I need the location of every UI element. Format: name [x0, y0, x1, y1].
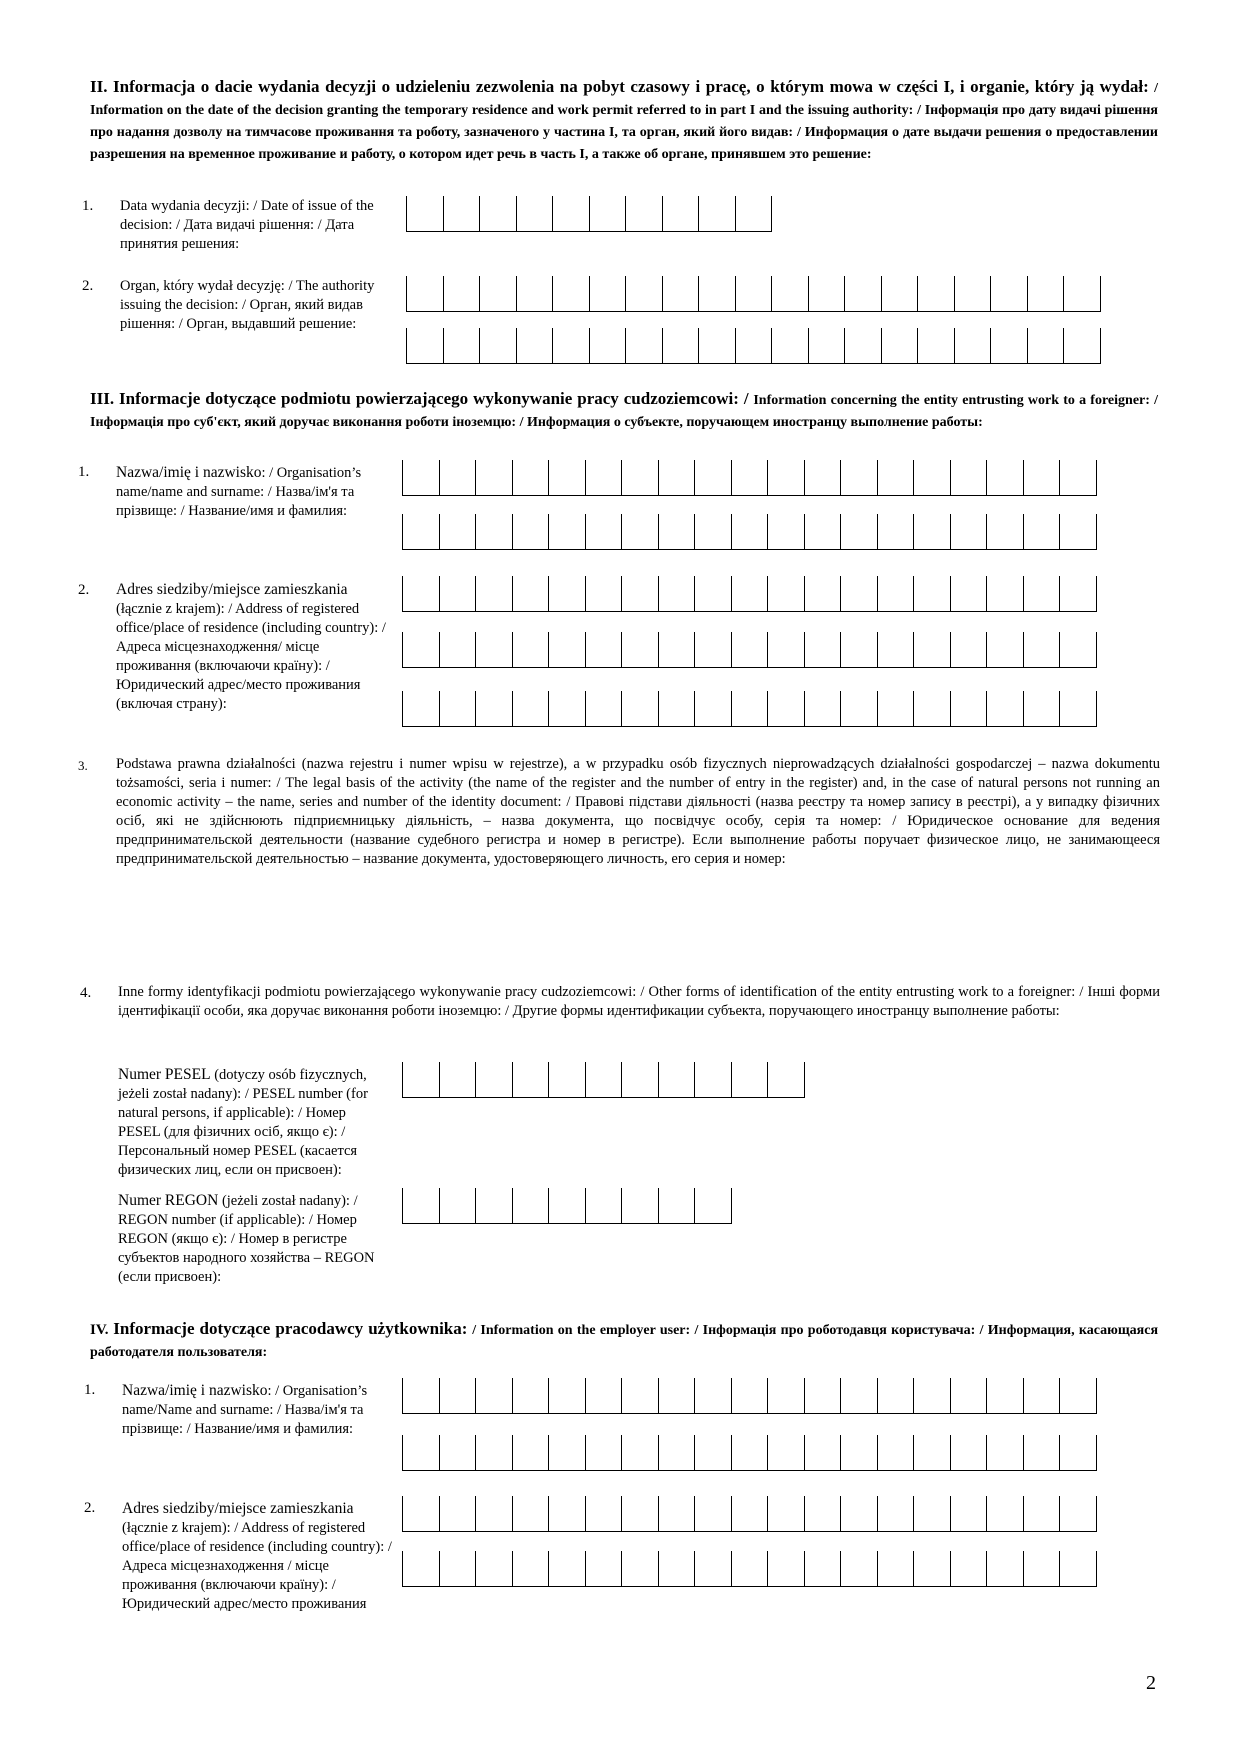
character-box[interactable] [1060, 1435, 1097, 1471]
entity-address-label-pl: Adres siedziby/miejsce zamieszkania [116, 581, 348, 598]
character-box[interactable] [699, 196, 736, 232]
character-box[interactable] [768, 576, 805, 612]
pesel-label-rest: (dotyczy osób fizycznych, jeżeli został nadany): / PESEL number (for natural persons, if applicable): / Номер PESEL (для фізичних осіб, якщо є): / Персональный номер PESEL (касается физических лиц, если он присвоен): [118, 1067, 368, 1178]
character-box[interactable] [517, 196, 554, 232]
entity-name-field-line-1[interactable] [402, 460, 1097, 496]
character-box[interactable] [440, 576, 477, 612]
character-box[interactable] [841, 691, 878, 727]
character-box[interactable] [403, 1062, 440, 1098]
character-box[interactable] [622, 691, 659, 727]
character-box[interactable] [809, 276, 846, 312]
character-box[interactable] [480, 276, 517, 312]
character-box[interactable] [768, 1062, 805, 1098]
regon-label [118, 1191, 390, 1287]
character-box[interactable] [476, 1551, 513, 1587]
character-box[interactable] [878, 514, 915, 550]
character-box[interactable] [732, 460, 769, 496]
item-number: 1. [84, 1382, 96, 1398]
character-box[interactable] [1024, 1551, 1061, 1587]
character-box[interactable] [407, 276, 444, 312]
character-box[interactable] [841, 1435, 878, 1471]
item-number: 2. [78, 582, 90, 598]
character-box[interactable] [951, 1435, 988, 1471]
character-box[interactable] [586, 1062, 623, 1098]
character-box[interactable] [659, 1188, 696, 1224]
character-box[interactable] [1024, 460, 1061, 496]
character-box[interactable] [659, 1062, 696, 1098]
entity-address-field-line-3[interactable] [402, 691, 1097, 727]
character-box[interactable] [1060, 576, 1097, 612]
character-box[interactable] [805, 691, 842, 727]
character-box[interactable] [841, 1551, 878, 1587]
character-box[interactable] [590, 276, 627, 312]
character-box[interactable] [845, 276, 882, 312]
character-box[interactable] [695, 632, 732, 668]
character-box[interactable] [1028, 276, 1065, 312]
character-box[interactable] [918, 328, 955, 364]
character-box[interactable] [878, 691, 915, 727]
character-box[interactable] [440, 1188, 477, 1224]
character-box[interactable] [626, 328, 663, 364]
character-box[interactable] [772, 328, 809, 364]
character-box[interactable] [732, 514, 769, 550]
character-box[interactable] [553, 328, 590, 364]
character-box[interactable] [914, 691, 951, 727]
character-box[interactable] [1064, 328, 1101, 364]
character-box[interactable] [732, 1378, 769, 1414]
character-box[interactable] [695, 1378, 732, 1414]
character-box[interactable] [914, 1435, 951, 1471]
character-box[interactable] [805, 1496, 842, 1532]
character-box[interactable] [590, 196, 627, 232]
character-box[interactable] [444, 196, 481, 232]
character-box[interactable] [1060, 1378, 1097, 1414]
character-box[interactable] [1024, 1378, 1061, 1414]
character-box[interactable] [476, 576, 513, 612]
character-box[interactable] [1060, 514, 1097, 550]
character-box[interactable] [805, 1435, 842, 1471]
character-box[interactable] [622, 576, 659, 612]
employer-user-address-label [122, 1499, 396, 1614]
character-box[interactable] [659, 691, 696, 727]
character-box[interactable] [736, 276, 773, 312]
character-box[interactable] [695, 1551, 732, 1587]
character-box[interactable] [622, 1496, 659, 1532]
character-box[interactable] [626, 276, 663, 312]
character-box[interactable] [549, 1551, 586, 1587]
character-box[interactable] [553, 276, 590, 312]
character-box[interactable] [914, 1551, 951, 1587]
character-box[interactable] [695, 514, 732, 550]
character-box[interactable] [841, 1496, 878, 1532]
character-box[interactable] [951, 1496, 988, 1532]
employer-user-name-label-rest: : / Organisation’s name/Name and surname: / Назва/ім'я та прізвище: / Название/имя и фамилия: [122, 1383, 368, 1437]
character-box[interactable] [878, 1551, 915, 1587]
character-box[interactable] [736, 328, 773, 364]
character-box[interactable] [878, 1378, 915, 1414]
character-box[interactable] [1064, 276, 1101, 312]
character-box[interactable] [1024, 1496, 1061, 1532]
character-box[interactable] [403, 576, 440, 612]
character-box[interactable] [914, 460, 951, 496]
character-box[interactable] [549, 691, 586, 727]
character-box[interactable] [768, 1496, 805, 1532]
character-box[interactable] [659, 1435, 696, 1471]
character-box[interactable] [987, 514, 1024, 550]
character-box[interactable] [732, 1551, 769, 1587]
character-box[interactable] [805, 514, 842, 550]
character-box[interactable] [622, 1435, 659, 1471]
character-box[interactable] [513, 1188, 550, 1224]
character-box[interactable] [695, 1496, 732, 1532]
character-box[interactable] [805, 632, 842, 668]
character-box[interactable] [732, 576, 769, 612]
character-box[interactable] [659, 1551, 696, 1587]
entity-name-field-line-2[interactable] [402, 514, 1097, 550]
character-box[interactable] [878, 576, 915, 612]
character-box[interactable] [1060, 632, 1097, 668]
character-box[interactable] [513, 691, 550, 727]
section-4-heading [90, 1318, 1158, 1363]
date-of-decision-field[interactable] [406, 196, 772, 232]
section-3-heading-translations: Information concerning the entity entrusting work to a foreigner: / Інформація про суб'єкт, який доручає виконання роботи іноземцю: / Информация о субъекте, поручающем иностранцу выполнение работы: [90, 393, 1158, 430]
character-box[interactable] [659, 1378, 696, 1414]
character-box[interactable] [517, 276, 554, 312]
character-box[interactable] [1024, 576, 1061, 612]
character-box[interactable] [951, 691, 988, 727]
character-box[interactable] [513, 632, 550, 668]
character-box[interactable] [695, 1062, 732, 1098]
character-box[interactable] [440, 460, 477, 496]
character-box[interactable] [987, 691, 1024, 727]
section-4-heading-pl: Informacje dotyczące pracodawcy użytkownika: [113, 1319, 468, 1338]
character-box[interactable] [586, 1188, 623, 1224]
pesel-label [118, 1065, 390, 1180]
character-box[interactable] [513, 1496, 550, 1532]
character-box[interactable] [440, 1378, 477, 1414]
character-box[interactable] [407, 328, 444, 364]
employer-user-address-field-line-1[interactable] [402, 1496, 1097, 1532]
character-box[interactable] [695, 576, 732, 612]
character-box[interactable] [768, 1378, 805, 1414]
character-box[interactable] [987, 1496, 1024, 1532]
character-box[interactable] [480, 196, 517, 232]
item-number: 2. [82, 278, 94, 294]
entity-name-label-pl: Nazwa/imię i nazwisko [116, 464, 262, 481]
character-box[interactable] [440, 1062, 477, 1098]
character-box[interactable] [1028, 328, 1065, 364]
character-box[interactable] [622, 1551, 659, 1587]
character-box[interactable] [914, 1496, 951, 1532]
character-box[interactable] [841, 576, 878, 612]
character-box[interactable] [549, 632, 586, 668]
character-box[interactable] [732, 632, 769, 668]
character-box[interactable] [513, 1551, 550, 1587]
character-box[interactable] [882, 276, 919, 312]
character-box[interactable] [440, 1496, 477, 1532]
character-box[interactable] [513, 1435, 550, 1471]
employer-user-address-field-line-2[interactable] [402, 1551, 1097, 1587]
character-box[interactable] [987, 1378, 1024, 1414]
pesel-number-field[interactable] [402, 1062, 805, 1098]
page-number: 2 [1146, 1672, 1156, 1694]
character-box[interactable] [476, 460, 513, 496]
character-box[interactable] [805, 1551, 842, 1587]
character-box[interactable] [586, 632, 623, 668]
character-box[interactable] [403, 514, 440, 550]
regon-label-rest: (jeżeli został nadany): / REGON number (if applicable): / Номер REGON (якщо є): / Номер в регистре субъектов народного хозяйства – REGON (если присвоен): [118, 1193, 375, 1285]
character-box[interactable] [444, 328, 481, 364]
section-2-heading [90, 76, 1158, 165]
entity-address-label [116, 580, 396, 714]
character-box[interactable] [586, 514, 623, 550]
character-box[interactable] [1024, 632, 1061, 668]
character-box[interactable] [476, 632, 513, 668]
character-box[interactable] [914, 1378, 951, 1414]
character-box[interactable] [659, 514, 696, 550]
character-box[interactable] [951, 576, 988, 612]
character-box[interactable] [476, 1188, 513, 1224]
character-box[interactable] [663, 276, 700, 312]
character-box[interactable] [622, 632, 659, 668]
character-box[interactable] [841, 460, 878, 496]
character-box[interactable] [878, 632, 915, 668]
character-box[interactable] [695, 1435, 732, 1471]
character-box[interactable] [805, 1378, 842, 1414]
character-box[interactable] [626, 196, 663, 232]
regon-number-field[interactable] [402, 1188, 732, 1224]
character-box[interactable] [549, 1435, 586, 1471]
character-box[interactable] [403, 1551, 440, 1587]
character-box[interactable] [440, 1435, 477, 1471]
character-box[interactable] [914, 514, 951, 550]
section-2-heading-pl: II. Informacja o dacie wydania decyzji o udzieleniu zezwolenia na pobyt czasowy i pracę, o którym mowa w części I, i organie, który ją wydał: [90, 77, 1149, 96]
character-box[interactable] [403, 1188, 440, 1224]
character-box[interactable] [440, 514, 477, 550]
character-box[interactable] [951, 514, 988, 550]
character-box[interactable] [663, 328, 700, 364]
character-box[interactable] [476, 1435, 513, 1471]
character-box[interactable] [768, 1551, 805, 1587]
character-box[interactable] [444, 276, 481, 312]
entity-address-field-line-1[interactable] [402, 576, 1097, 612]
character-box[interactable] [549, 460, 586, 496]
character-box[interactable] [732, 691, 769, 727]
character-box[interactable] [1060, 691, 1097, 727]
character-box[interactable] [951, 1378, 988, 1414]
legal-basis-text: Podstawa prawna działalności (nazwa rejestru i numer wpisu w rejestrze), a w przypadku osób fizycznych nieprowadzących działalności gospodarczej – nazwa dokumentu tożsamości, seria i numer: / The legal basis of the activity (the name of the register and the number of entry in the register) and, in the case of natural persons not running an economic activity – the name, series and number of the identity document: / Правові підстави діяльності (назва реєстру та номер запису в реєстрі), а у випадку фізичних осіб, які не здійснюють підприємницьку діяльність, – назва документа, що посвідчує особу, серія та номер: / Юридическое основание для ведения предпринимательской деятельности (название судебного регистра и номер в регистре). Если выполнение работы поручает физическое лицо, не занимающееся предпринимательской деятельностью – название документа, удостоверяющего личность, его серия и номер: [116, 756, 1160, 867]
employer-user-name-field-line-1[interactable] [402, 1378, 1097, 1414]
employer-user-address-label-pl: Adres siedziby/miejsce zamieszkania [122, 1500, 354, 1517]
character-box[interactable] [699, 276, 736, 312]
entity-name-label [116, 463, 396, 521]
character-box[interactable] [878, 460, 915, 496]
character-box[interactable] [1060, 1551, 1097, 1587]
issuing-authority-field-line-2[interactable] [406, 328, 1101, 364]
character-box[interactable] [841, 514, 878, 550]
pesel-label-pl: Numer PESEL [118, 1066, 211, 1083]
character-box[interactable] [440, 691, 477, 727]
character-box[interactable] [513, 576, 550, 612]
character-box[interactable] [440, 632, 477, 668]
character-box[interactable] [955, 328, 992, 364]
section-4-heading-translations: / Information on the employer user: / Інформація про роботодавця користувача: / Информация, касающаяся работодателя пользователя: [90, 1323, 1159, 1360]
character-box[interactable] [768, 460, 805, 496]
character-box[interactable] [476, 691, 513, 727]
employer-user-name-field-line-2[interactable] [402, 1435, 1097, 1471]
date-of-decision-label: Data wydania decyzji: / Date of issue of the decision: / Дата видачі рішення: / Дата принятия решения: [120, 198, 374, 252]
item-number: 3. [78, 758, 88, 773]
character-box[interactable] [695, 1188, 732, 1224]
character-box[interactable] [549, 1496, 586, 1532]
character-box[interactable] [586, 1378, 623, 1414]
character-box[interactable] [586, 1551, 623, 1587]
character-box[interactable] [403, 1435, 440, 1471]
character-box[interactable] [991, 328, 1028, 364]
item-number: 4. [80, 985, 92, 1001]
character-box[interactable] [987, 1435, 1024, 1471]
character-box[interactable] [403, 632, 440, 668]
character-box[interactable] [659, 1496, 696, 1532]
character-box[interactable] [805, 576, 842, 612]
character-box[interactable] [732, 1062, 769, 1098]
character-box[interactable] [805, 460, 842, 496]
character-box[interactable] [987, 1551, 1024, 1587]
regon-label-pl: Numer REGON [118, 1192, 219, 1209]
character-box[interactable] [736, 196, 773, 232]
section-3-heading [90, 388, 1158, 433]
section-2-heading-translations: / Information on the date of the decision granting the temporary residence and work permit referred to in part I and the issuing authority: / Інформація про дату видачі рішення про надання дозволу на тимчасове проживання та роботу, зазначеного у частина I, та орган, який його видав: / Информация о дате выдачи решения о предоставлении разрешения на временное проживание и работу, о котором идет речь в часть I, а также об органе, принявшем это решение: [90, 81, 1159, 162]
character-box[interactable] [663, 196, 700, 232]
character-box[interactable] [549, 1062, 586, 1098]
character-box[interactable] [549, 514, 586, 550]
character-box[interactable] [1024, 1435, 1061, 1471]
character-box[interactable] [440, 1551, 477, 1587]
character-box[interactable] [549, 576, 586, 612]
character-box[interactable] [549, 1378, 586, 1414]
character-box[interactable] [914, 632, 951, 668]
character-box[interactable] [951, 1551, 988, 1587]
character-box[interactable] [403, 1496, 440, 1532]
character-box[interactable] [407, 196, 444, 232]
character-box[interactable] [878, 1496, 915, 1532]
character-box[interactable] [476, 514, 513, 550]
character-box[interactable] [695, 691, 732, 727]
character-box[interactable] [513, 1062, 550, 1098]
character-box[interactable] [586, 691, 623, 727]
issuing-authority-field-line-1[interactable] [406, 276, 1101, 312]
character-box[interactable] [841, 1378, 878, 1414]
character-box[interactable] [659, 632, 696, 668]
issuing-authority-label: Organ, który wydał decyzję: / The authority issuing the decision: / Орган, який видав рішення: / Орган, выдавший решение: [120, 278, 375, 332]
character-box[interactable] [586, 1435, 623, 1471]
entity-name-label-rest: : / Organisation’s name/name and surname: / Назва/ім'я та прізвище: / Название/имя и фамилия: [116, 465, 362, 519]
character-box[interactable] [882, 328, 919, 364]
character-box[interactable] [590, 328, 627, 364]
character-box[interactable] [768, 691, 805, 727]
character-box[interactable] [768, 514, 805, 550]
character-box[interactable] [768, 632, 805, 668]
employer-user-address-label-rest: (łącznie z krajem): / Address of registered office/place of residence (including country): / Адреса місцезнаходження / місце проживання (включаючи країну): / Юридический адрес/место проживания [122, 1520, 392, 1612]
character-box[interactable] [918, 276, 955, 312]
character-box[interactable] [476, 1378, 513, 1414]
other-identification-text: Inne formy identyfikacji podmiotu powierzającego wykonywanie pracy cudzoziemcowi: / Other forms of identification of the entity entrusting work to a foreigner: / Інші форми ідентифікації особи, яка доручає виконання роботи іноземцю: / Другие формы идентификации субъекта, поручающего иностранцу выполнение работы: [118, 984, 1160, 1019]
character-box[interactable] [586, 1496, 623, 1532]
character-box[interactable] [622, 460, 659, 496]
character-box[interactable] [622, 1188, 659, 1224]
character-box[interactable] [476, 1496, 513, 1532]
character-box[interactable] [987, 460, 1024, 496]
character-box[interactable] [772, 276, 809, 312]
character-box[interactable] [951, 460, 988, 496]
character-box[interactable] [987, 576, 1024, 612]
character-box[interactable] [695, 460, 732, 496]
character-box[interactable] [586, 576, 623, 612]
character-box[interactable] [403, 1378, 440, 1414]
character-box[interactable] [878, 1435, 915, 1471]
section-4-heading-num: IV. [90, 1322, 109, 1338]
section-3-heading-pl: III. Informacje dotyczące podmiotu powierzającego wykonywanie pracy cudzoziemcowi: / [90, 389, 749, 408]
character-box[interactable] [476, 1062, 513, 1098]
character-box[interactable] [699, 328, 736, 364]
character-box[interactable] [622, 1378, 659, 1414]
character-box[interactable] [991, 276, 1028, 312]
character-box[interactable] [659, 460, 696, 496]
character-box[interactable] [732, 1435, 769, 1471]
character-box[interactable] [845, 328, 882, 364]
character-box[interactable] [955, 276, 992, 312]
character-box[interactable] [1060, 1496, 1097, 1532]
character-box[interactable] [403, 460, 440, 496]
character-box[interactable] [622, 1062, 659, 1098]
character-box[interactable] [809, 328, 846, 364]
employer-user-name-label [122, 1381, 396, 1439]
item-number: 1. [78, 464, 90, 480]
character-box[interactable] [513, 460, 550, 496]
item-number: 1. [82, 198, 94, 214]
character-box[interactable] [517, 328, 554, 364]
character-box[interactable] [1060, 460, 1097, 496]
character-box[interactable] [951, 632, 988, 668]
character-box[interactable] [549, 1188, 586, 1224]
character-box[interactable] [586, 460, 623, 496]
character-box[interactable] [553, 196, 590, 232]
character-box[interactable] [841, 632, 878, 668]
character-box[interactable] [1024, 691, 1061, 727]
character-box[interactable] [1024, 514, 1061, 550]
character-box[interactable] [513, 514, 550, 550]
character-box[interactable] [659, 576, 696, 612]
entity-address-field-line-2[interactable] [402, 632, 1097, 668]
character-box[interactable] [987, 632, 1024, 668]
character-box[interactable] [914, 576, 951, 612]
item-number: 2. [84, 1500, 96, 1516]
character-box[interactable] [622, 514, 659, 550]
entity-address-label-rest: (łącznie z krajem): / Address of registered office/place of residence (including country): / Адреса місцезнаходження/ місце проживання (включаючи країну): / Юридический адрес/место проживания (включая страну): [116, 601, 386, 712]
character-box[interactable] [768, 1435, 805, 1471]
character-box[interactable] [403, 691, 440, 727]
employer-user-name-label-pl: Nazwa/imię i nazwisko [122, 1382, 268, 1399]
character-box[interactable] [732, 1496, 769, 1532]
character-box[interactable] [480, 328, 517, 364]
character-box[interactable] [513, 1378, 550, 1414]
